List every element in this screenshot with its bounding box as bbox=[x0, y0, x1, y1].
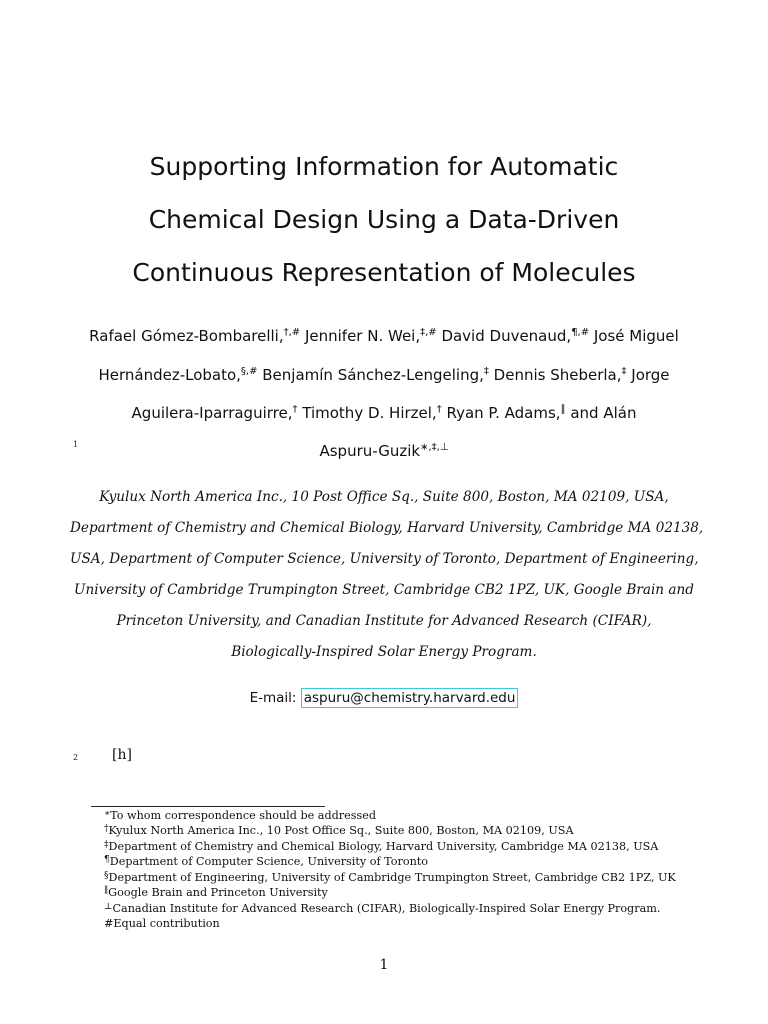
line-number: 2 bbox=[73, 753, 79, 762]
affiliation-line: USA, Department of Computer Science, University of Toronto, Department of Engineering, bbox=[70, 551, 699, 567]
author-line-2 bbox=[80, 368, 688, 383]
footnote bbox=[104, 887, 328, 898]
author-name: Dennis Sheberla, bbox=[488, 366, 622, 384]
author-name: Timothy D. Hirzel, bbox=[297, 404, 437, 422]
footnote-mark: § bbox=[104, 871, 109, 881]
affiliation-line: Kyulux North America Inc., 10 Post Office Sq., Suite 800, Boston, MA 02109, USA, bbox=[99, 489, 669, 505]
email-link[interactable]: aspuru@chemistry.harvard.edu bbox=[301, 688, 519, 708]
affiliation-line: University of Cambridge Trumpington Street, Cambridge CB2 1PZ, UK, Google Brain and bbox=[74, 582, 694, 598]
affiliation-line: Biologically-Inspired Solar Energy Program. bbox=[231, 644, 537, 660]
author-name: Aspuru-Guzik bbox=[319, 442, 421, 460]
author-mark: ∥ bbox=[560, 404, 566, 415]
footnote-mark: ∥ bbox=[104, 886, 109, 896]
author-name: David Duvenaud, bbox=[436, 327, 572, 345]
email-line bbox=[0, 692, 768, 706]
footnote-mark: # bbox=[104, 917, 114, 930]
author-mark: ‡ bbox=[483, 366, 489, 377]
footnote bbox=[104, 810, 376, 821]
author-line-3 bbox=[80, 406, 688, 421]
author-mark: §,# bbox=[240, 366, 258, 377]
title-line-3: Continuous Representation of Molecules bbox=[132, 258, 636, 287]
author-name: José Miguel bbox=[589, 327, 679, 345]
footnote-mark: ∗ bbox=[104, 809, 111, 819]
author-line-1 bbox=[80, 329, 688, 344]
email-label: E-mail: bbox=[249, 690, 297, 706]
footnote bbox=[104, 903, 660, 914]
footnote-mark: † bbox=[104, 824, 109, 834]
footnote-mark: ¶ bbox=[104, 855, 110, 865]
float-marker: [h] bbox=[112, 747, 132, 763]
footnote-text: Department of Engineering, University of Cambridge Trumpington Street, Cambridge CB2 1PZ, UK bbox=[108, 871, 676, 884]
author-name: Ryan P. Adams, bbox=[441, 404, 561, 422]
footnote-text: Google Brain and Princeton University bbox=[108, 886, 328, 899]
author-line-4 bbox=[80, 444, 688, 459]
footnote-text: Kyulux North America Inc., 10 Post Office Sq., Suite 800, Boston, MA 02109, USA bbox=[108, 824, 574, 837]
author-mark: † bbox=[292, 404, 298, 415]
footnote bbox=[104, 872, 676, 883]
line-number: 1 bbox=[73, 440, 79, 449]
author-mark: ¶,# bbox=[571, 327, 590, 338]
author-mark: ∗,‡,⊥ bbox=[420, 442, 449, 453]
author-name: Hernández-Lobato, bbox=[98, 366, 241, 384]
footnote-text: Department of Chemistry and Chemical Biology, Harvard University, Cambridge MA 02138, USA bbox=[108, 840, 659, 853]
footnote-text: Equal contribution bbox=[113, 917, 220, 930]
affiliation-line: Princeton University, and Canadian Institute for Advanced Research (CIFAR), bbox=[116, 613, 652, 629]
footnote bbox=[104, 825, 574, 836]
footnote-text: To whom correspondence should be addressed bbox=[110, 809, 377, 822]
footnote-mark: ‡ bbox=[104, 840, 109, 850]
footnote-text: Canadian Institute for Advanced Research (CIFAR), Biologically-Inspired Solar Energy Program. bbox=[112, 902, 661, 915]
page-number: 1 bbox=[379, 957, 389, 973]
title-line-2: Chemical Design Using a Data-Driven bbox=[148, 205, 620, 234]
affiliation-line: Department of Chemistry and Chemical Biology, Harvard University, Cambridge MA 02138, bbox=[70, 520, 704, 536]
author-name: Jorge bbox=[626, 366, 670, 384]
footnote bbox=[104, 856, 428, 867]
author-name: Jennifer N. Wei, bbox=[300, 327, 421, 345]
title-line-1: Supporting Information for Automatic bbox=[149, 152, 619, 181]
author-mark: ‡,# bbox=[420, 327, 437, 338]
author-mark: ‡ bbox=[621, 366, 627, 377]
author-mark: †,# bbox=[283, 327, 301, 338]
footnote-divider bbox=[91, 806, 325, 807]
footnote bbox=[104, 841, 658, 852]
author-name: Benjamín Sánchez-Lengeling, bbox=[257, 366, 484, 384]
author-name: Rafael Gómez-Bombarelli, bbox=[89, 327, 284, 345]
footnote-text: Department of Computer Science, University of Toronto bbox=[109, 855, 429, 868]
footnote bbox=[104, 918, 220, 929]
author-name: and Alán bbox=[565, 404, 637, 422]
author-name: Aguilera-Iparraguirre, bbox=[131, 404, 293, 422]
footnote-mark: ⊥ bbox=[104, 902, 113, 912]
author-mark: † bbox=[436, 404, 442, 415]
